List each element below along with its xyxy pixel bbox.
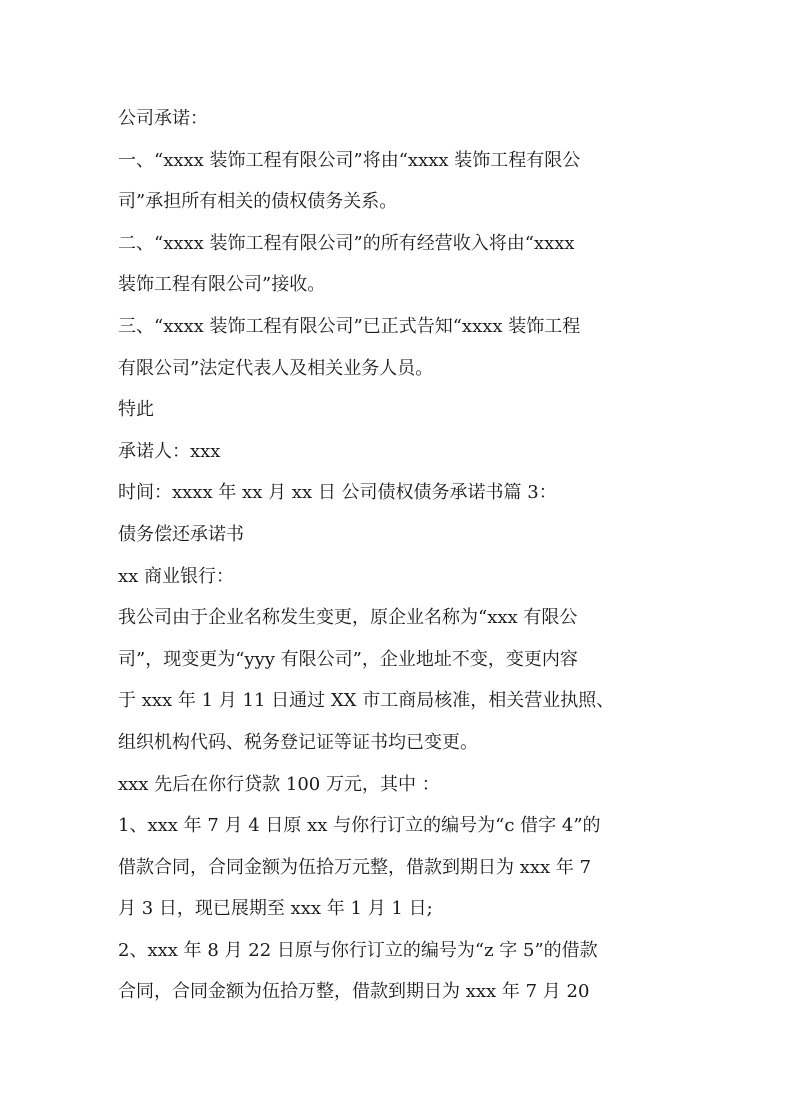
loan-summary-line: xxx 先后在你行贷款 100 万元，其中 ： bbox=[118, 773, 440, 795]
commitment-item-2-cont: 装饰工程有限公司”接收。 bbox=[118, 274, 326, 296]
commitment-item-1: 一、“xxxx 装饰工程有限公司”将由“xxxx 装饰工程有限公 bbox=[118, 149, 581, 171]
commitment-item-3: 三、“xxxx 装饰工程有限公司”已正式告知“xxxx 装饰工程 bbox=[118, 315, 581, 337]
addressee-bank: xx 商业银行： bbox=[118, 565, 235, 587]
commitment-item-3-cont: 有限公司”法定代表人及相关业务人员。 bbox=[118, 357, 434, 379]
commitment-item-1-cont: 司”承担所有相关的债权债务关系。 bbox=[118, 191, 398, 213]
document-body bbox=[118, 98, 674, 1013]
loan-item-1: 1、xxx 年 7 月 4 日原 xx 与你行订立的编号为“c 借字 4”的 bbox=[118, 815, 601, 837]
heading-company-commitment: 公司承诺： bbox=[118, 108, 208, 129]
body-paragraph-line: 于 xxx 年 1 月 11 日通过 XX 市工商局核准，相关营业执照、 bbox=[118, 690, 615, 712]
loan-item-2: 2、xxx 年 8 月 22 日原与你行订立的编号为“z 字 5”的借款 bbox=[118, 939, 598, 961]
date-line: 时间：xxxx 年 xx 月 xx 日 公司债权债务承诺书篇 3： bbox=[118, 482, 557, 504]
body-paragraph-line: 我公司由于企业名称发生变更，原企业名称为“xxx 有限公 bbox=[118, 607, 578, 629]
body-paragraph-line: 司”，现变更为“yyy 有限公司”，企业地址不变，变更内容 bbox=[118, 648, 578, 670]
hereby-text: 特此 bbox=[118, 399, 154, 421]
section-title-debt-repayment: 债务偿还承诺书 bbox=[118, 523, 244, 545]
loan-item-1-cont: 月 3 日，现已展期至 xxx 年 1 月 1 日; bbox=[118, 898, 433, 920]
commitment-item-2: 二、“xxxx 装饰工程有限公司”的所有经营收入将由“xxxx bbox=[118, 232, 575, 254]
loan-item-1-cont: 借款合同，合同金额为伍拾万元整，借款到期日为 xxx 年 7 bbox=[118, 856, 592, 878]
promisor-line: 承诺人：xxx bbox=[118, 440, 221, 462]
loan-item-2-cont: 合同，合同金额为伍拾万整，借款到期日为 xxx 年 7 月 20 bbox=[118, 981, 590, 1003]
body-paragraph-line: 组织机构代码、税务登记证等证书均已变更。 bbox=[118, 731, 478, 753]
